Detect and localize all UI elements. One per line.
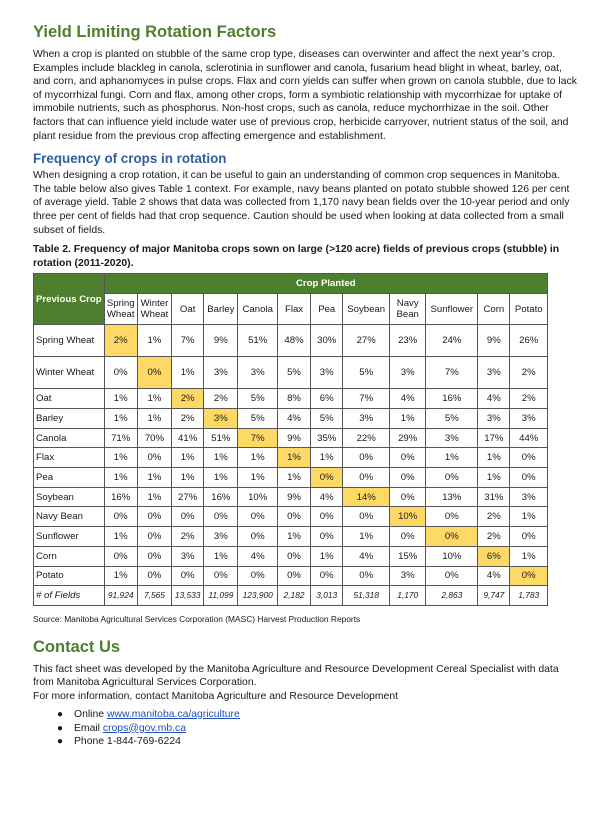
table-cell: 4% xyxy=(277,409,310,429)
table-row xyxy=(34,389,548,409)
table-cell: 0% xyxy=(238,566,277,586)
table-row xyxy=(34,468,548,488)
same-crop-cell: 2% xyxy=(104,325,137,357)
fields-count-cell: 123,900 xyxy=(238,586,277,606)
fields-count-cell: 9,747 xyxy=(478,586,510,606)
table-cell: 0% xyxy=(426,566,478,586)
table-caption: Table 2. Frequency of major Manitoba crops sown on large (>120 acre) fields of previous crops (stubble) in rotation (2011-2020). xyxy=(33,244,560,269)
table-cell: 0% xyxy=(510,527,548,547)
table-cell: 0% xyxy=(390,468,426,488)
same-crop-cell: 0% xyxy=(510,566,548,586)
table-cell: 27% xyxy=(172,487,204,507)
table-cell: 0% xyxy=(204,566,238,586)
table-cell: 15% xyxy=(390,546,426,566)
table-row xyxy=(34,409,548,429)
table-cell: 4% xyxy=(311,487,343,507)
column-header: Canola xyxy=(238,294,277,325)
table-cell: 0% xyxy=(238,527,277,547)
table-cell: 0% xyxy=(343,507,390,527)
table-cell: 3% xyxy=(478,409,510,429)
table-row xyxy=(34,448,548,468)
fields-count-cell: 11,099 xyxy=(204,586,238,606)
table-cell: 70% xyxy=(137,428,171,448)
contact-list xyxy=(33,708,580,750)
table-row xyxy=(34,428,548,448)
contact-heading: Contact Us xyxy=(33,637,121,656)
table-corner-header: Previous Crop xyxy=(34,274,105,325)
contact-online-item xyxy=(57,708,580,722)
table-cell: 16% xyxy=(426,389,478,409)
table-row xyxy=(34,487,548,507)
table-cell: 1% xyxy=(137,325,171,357)
page-title: Yield Limiting Rotation Factors xyxy=(33,23,277,41)
table-cell: 1% xyxy=(137,487,171,507)
table-cell: 0% xyxy=(104,546,137,566)
fields-count-cell: 91,924 xyxy=(104,586,137,606)
online-link[interactable]: www.manitoba.ca/agriculture xyxy=(106,708,240,720)
row-label: Canola xyxy=(34,428,105,448)
table-row xyxy=(34,546,548,566)
column-header: Winter Wheat xyxy=(137,294,171,325)
table-cell: 0% xyxy=(277,546,310,566)
table-cell: 7% xyxy=(172,325,204,357)
same-crop-cell: 3% xyxy=(204,409,238,429)
online-label: Online xyxy=(74,708,107,720)
fields-count-cell: 13,533 xyxy=(172,586,204,606)
fields-count-row xyxy=(34,586,548,606)
fields-count-cell: 1,170 xyxy=(390,586,426,606)
column-header: Oat xyxy=(172,294,204,325)
contact-phone-item xyxy=(57,735,580,749)
table-cell: 1% xyxy=(510,546,548,566)
table-cell: 1% xyxy=(137,468,171,488)
table-cell: 5% xyxy=(238,389,277,409)
table-cell: 0% xyxy=(390,487,426,507)
crop-planted-header: Crop Planted xyxy=(104,274,547,294)
table-cell: 1% xyxy=(204,546,238,566)
table-cell: 0% xyxy=(238,507,277,527)
same-crop-cell: 10% xyxy=(390,507,426,527)
row-label: Pea xyxy=(34,468,105,488)
contact-more-info: For more information, contact Manitoba Agriculture and Resource Development xyxy=(33,691,399,703)
table-cell: 0% xyxy=(510,448,548,468)
table-cell: 0% xyxy=(311,566,343,586)
row-label: Flax xyxy=(34,448,105,468)
same-crop-cell: 6% xyxy=(478,546,510,566)
bullet-icon: ● xyxy=(57,736,64,748)
table-cell: 3% xyxy=(343,409,390,429)
table-cell: 1% xyxy=(104,566,137,586)
table-cell: 4% xyxy=(390,389,426,409)
table-cell: 0% xyxy=(172,566,204,586)
same-crop-cell: 7% xyxy=(238,428,277,448)
row-label: Oat xyxy=(34,389,105,409)
table-cell: 0% xyxy=(277,566,310,586)
table-cell: 1% xyxy=(311,546,343,566)
table-cell: 0% xyxy=(137,507,171,527)
source-note: Source: Manitoba Agricultural Services Corporation (MASC) Harvest Production Reports xyxy=(33,613,361,624)
table-body xyxy=(34,325,548,606)
table-cell: 29% xyxy=(390,428,426,448)
row-label: Potato xyxy=(34,566,105,586)
table-cell: 2% xyxy=(510,389,548,409)
table-cell: 51% xyxy=(204,428,238,448)
table-cell: 0% xyxy=(204,507,238,527)
table-cell: 3% xyxy=(478,357,510,389)
fields-count-cell: 51,318 xyxy=(343,586,390,606)
table-cell: 31% xyxy=(478,487,510,507)
table-cell: 2% xyxy=(478,527,510,547)
table-cell: 1% xyxy=(172,357,204,389)
table-cell: 9% xyxy=(204,325,238,357)
table-cell: 9% xyxy=(277,487,310,507)
column-header: Pea xyxy=(311,294,343,325)
table-cell: 0% xyxy=(343,566,390,586)
table-cell: 5% xyxy=(238,409,277,429)
table-cell: 0% xyxy=(311,527,343,547)
table-cell: 7% xyxy=(343,389,390,409)
email-link[interactable]: crops@gov.mb.ca xyxy=(102,722,186,734)
table-cell: 0% xyxy=(277,507,310,527)
table-cell: 3% xyxy=(390,566,426,586)
table-row xyxy=(34,527,548,547)
table-cell: 5% xyxy=(426,409,478,429)
table-cell: 1% xyxy=(478,448,510,468)
table-cell: 30% xyxy=(311,325,343,357)
contact-email-item xyxy=(57,722,580,736)
section-heading-frequency: Frequency of crops in rotation xyxy=(33,151,227,167)
table-cell: 3% xyxy=(426,428,478,448)
table-row xyxy=(34,566,548,586)
column-header: Sunflower xyxy=(426,294,478,325)
table-cell: 4% xyxy=(478,389,510,409)
table-cell: 13% xyxy=(426,487,478,507)
table-cell: 1% xyxy=(238,448,277,468)
table-cell: 23% xyxy=(390,325,426,357)
row-label: Barley xyxy=(34,409,105,429)
table-cell: 27% xyxy=(343,325,390,357)
table-cell: 3% xyxy=(172,546,204,566)
table-cell: 1% xyxy=(137,409,171,429)
table-cell: 1% xyxy=(204,448,238,468)
table-cell: 3% xyxy=(311,357,343,389)
table-cell: 1% xyxy=(277,468,310,488)
table-cell: 7% xyxy=(426,357,478,389)
table-cell: 5% xyxy=(311,409,343,429)
table-cell: 9% xyxy=(277,428,310,448)
table-cell: 0% xyxy=(172,507,204,527)
column-header: Potato xyxy=(510,294,548,325)
table-cell: 22% xyxy=(343,428,390,448)
table-cell: 10% xyxy=(426,546,478,566)
table-cell: 2% xyxy=(510,357,548,389)
table-cell: 3% xyxy=(204,527,238,547)
table-cell: 4% xyxy=(238,546,277,566)
table-cell: 0% xyxy=(390,527,426,547)
same-crop-cell: 1% xyxy=(277,448,310,468)
table-cell: 1% xyxy=(478,468,510,488)
table-cell: 0% xyxy=(104,357,137,389)
table-cell: 1% xyxy=(238,468,277,488)
row-label: Navy Bean xyxy=(34,507,105,527)
row-label: Corn xyxy=(34,546,105,566)
table-cell: 8% xyxy=(277,389,310,409)
table-cell: 41% xyxy=(172,428,204,448)
column-header: Soybean xyxy=(343,294,390,325)
row-label: # of Fields xyxy=(34,586,105,606)
table-cell: 35% xyxy=(311,428,343,448)
table-cell: 0% xyxy=(426,468,478,488)
table-cell: 1% xyxy=(104,468,137,488)
table-cell: 0% xyxy=(343,468,390,488)
row-label: Winter Wheat xyxy=(34,357,105,389)
table-cell: 0% xyxy=(390,448,426,468)
table-cell: 5% xyxy=(277,357,310,389)
table-cell: 1% xyxy=(204,468,238,488)
contact-paragraph: This fact sheet was developed by the Manitoba Agriculture and Resource Development Cereal Specialist with data from Manitoba Agricultural Services Corporation. xyxy=(33,663,559,689)
table-cell: 1% xyxy=(172,448,204,468)
table-cell: 24% xyxy=(426,325,478,357)
table-cell: 0% xyxy=(510,468,548,488)
row-label: Soybean xyxy=(34,487,105,507)
table-cell: 9% xyxy=(478,325,510,357)
table-cell: 1% xyxy=(426,448,478,468)
table-cell: 3% xyxy=(204,357,238,389)
table-cell: 1% xyxy=(172,468,204,488)
table-row xyxy=(34,507,548,527)
table-cell: 0% xyxy=(343,448,390,468)
table-cell: 0% xyxy=(137,566,171,586)
column-header: Barley xyxy=(204,294,238,325)
table-cell: 71% xyxy=(104,428,137,448)
table-cell: 17% xyxy=(478,428,510,448)
fields-count-cell: 7,565 xyxy=(137,586,171,606)
table-cell: 16% xyxy=(204,487,238,507)
column-header: Flax xyxy=(277,294,310,325)
table-cell: 0% xyxy=(426,507,478,527)
column-header: Navy Bean xyxy=(390,294,426,325)
table-cell: 0% xyxy=(137,546,171,566)
table-cell: 3% xyxy=(510,487,548,507)
row-label: Sunflower xyxy=(34,527,105,547)
same-crop-cell: 0% xyxy=(137,357,171,389)
fields-count-cell: 2,182 xyxy=(277,586,310,606)
table-cell: 2% xyxy=(172,527,204,547)
fields-count-cell: 3,013 xyxy=(311,586,343,606)
column-header: Corn xyxy=(478,294,510,325)
table-cell: 1% xyxy=(510,507,548,527)
table-row xyxy=(34,325,548,357)
table-cell: 4% xyxy=(343,546,390,566)
table-cell: 0% xyxy=(104,507,137,527)
table-cell: 2% xyxy=(172,409,204,429)
intro-paragraph: When a crop is planted on stubble of the same crop type, diseases can overwinter and affect the next year’s crop. Examples include blackleg in canola, sclerotinia in sunflower and canola, fusarium head blight in wheat, barley, oat, and corn, and aphanomyces in pulse crops. Flax and corn yields can suffer when grown on canola stubble, due to lack of mycorrhizal fungi. Corn and flax, among other crops, form a symbiotic relationship with mycorrhizae for uptake of immobile nutrients, such as phosphorus. Non-host crops, such as canola, reduce mychorrhizae in the soil. Other factors that can influence yield include water use of previous crop, herbicide carryover, nutrient status of the soil, and plant residue from the previous crop affecting emergence and establishment. xyxy=(33,49,577,142)
table-cell: 1% xyxy=(343,527,390,547)
bullet-icon: ● xyxy=(57,722,64,734)
same-crop-cell: 0% xyxy=(311,468,343,488)
fields-count-cell: 1,783 xyxy=(510,586,548,606)
same-crop-cell: 2% xyxy=(172,389,204,409)
row-label: Spring Wheat xyxy=(34,325,105,357)
table-cell: 51% xyxy=(238,325,277,357)
column-header-row xyxy=(34,294,548,325)
table-cell: 1% xyxy=(104,389,137,409)
table-cell: 2% xyxy=(204,389,238,409)
table-cell: 48% xyxy=(277,325,310,357)
table-cell: 6% xyxy=(311,389,343,409)
table-cell: 1% xyxy=(104,448,137,468)
same-crop-cell: 14% xyxy=(343,487,390,507)
same-crop-cell: 0% xyxy=(426,527,478,547)
table-row xyxy=(34,357,548,389)
table-cell: 3% xyxy=(510,409,548,429)
table-cell: 4% xyxy=(478,566,510,586)
email-label: Email xyxy=(74,722,103,734)
frequency-paragraph: When designing a crop rotation, it can be useful to gain an understanding of common crop sequences in Manitoba. The table below also gives Table 1 context. For example, navy beans planted on potato stubble showed 126 per cent of average yield. Table 2 shows that data was collected from 1,170 navy bean fields over the 10-year period and only three per cent of fields had that crop sequence. Caution should be used when looking at data collected from a small subset of fields. xyxy=(33,170,570,236)
table-cell: 1% xyxy=(311,448,343,468)
table-cell: 10% xyxy=(238,487,277,507)
phone-text: Phone 1-844-769-6224 xyxy=(74,736,181,748)
table-cell: 1% xyxy=(137,389,171,409)
table-cell: 1% xyxy=(104,527,137,547)
table-cell: 2% xyxy=(478,507,510,527)
table-cell: 1% xyxy=(390,409,426,429)
bullet-icon: ● xyxy=(57,708,64,720)
fields-count-cell: 2,863 xyxy=(426,586,478,606)
table-cell: 0% xyxy=(137,448,171,468)
table-cell: 0% xyxy=(311,507,343,527)
table-cell: 1% xyxy=(277,527,310,547)
table-cell: 1% xyxy=(104,409,137,429)
table-cell: 5% xyxy=(343,357,390,389)
column-header: Spring Wheat xyxy=(104,294,137,325)
table-cell: 16% xyxy=(104,487,137,507)
table-cell: 3% xyxy=(390,357,426,389)
table-cell: 44% xyxy=(510,428,548,448)
table-cell: 3% xyxy=(238,357,277,389)
table-cell: 26% xyxy=(510,325,548,357)
table-cell: 0% xyxy=(137,527,171,547)
rotation-frequency-table xyxy=(33,273,548,606)
